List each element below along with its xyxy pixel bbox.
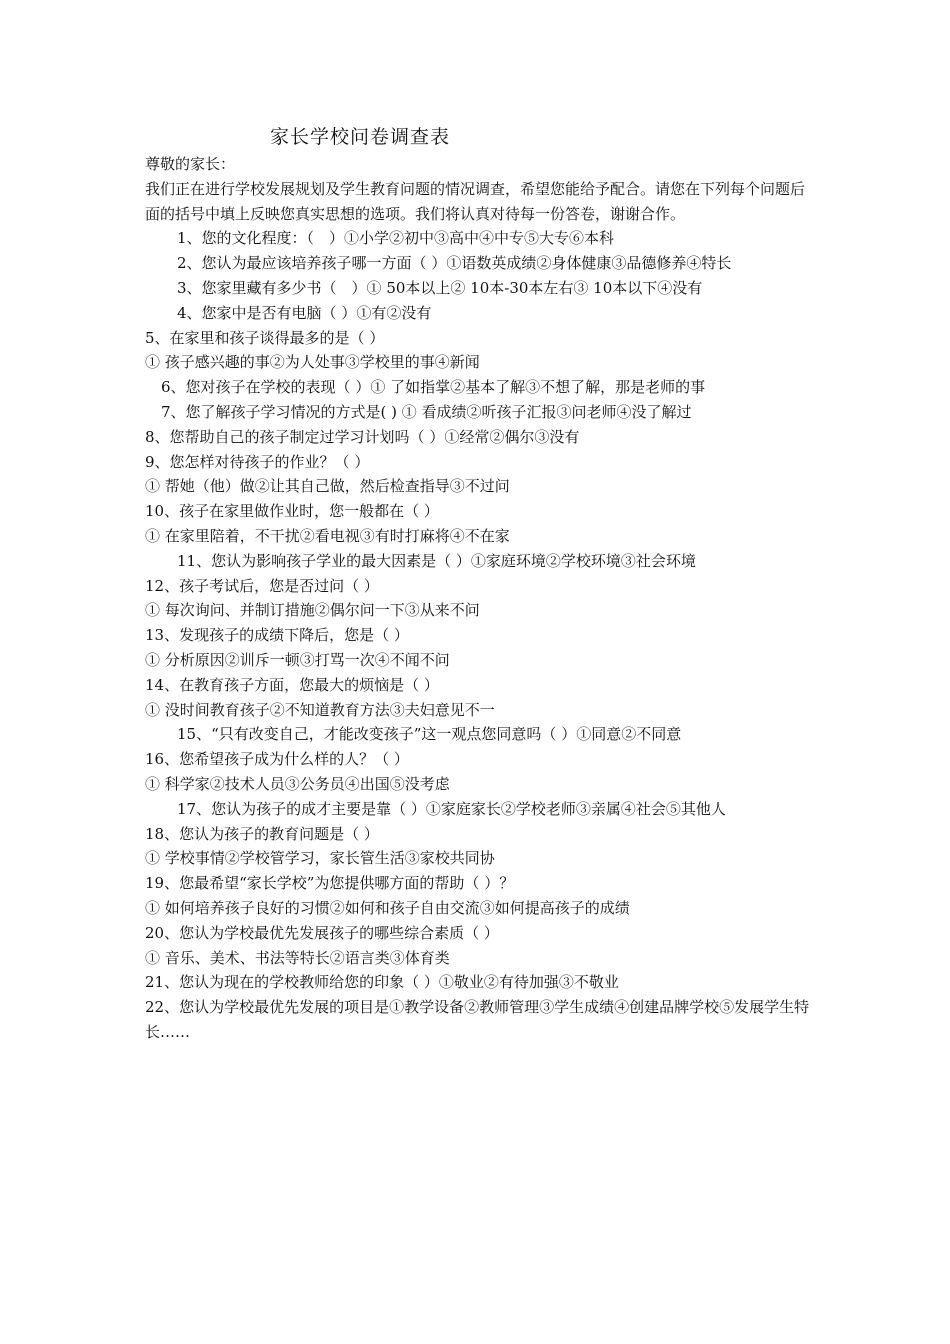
options-19: ① 如何培养孩子良好的习惯②如何和孩子自由交流③如何提高孩子的成绩 — [145, 898, 630, 917]
options-5: ① 孩子感兴趣的事②为人处事③学校里的事④新闻 — [145, 353, 480, 372]
question-2: 2、您认为最应该培养孩子哪一方面（ ）①语数英成绩②身体健康③品德修养④特长 — [177, 254, 732, 273]
question-3: 3、您家里藏有多少书（ ）① 50本以上② 10本-30本左右③ 10本以下④没有 — [177, 278, 703, 297]
options-10: ① 在家里陪着，不干扰②看电视③有时打麻将④不在家 — [145, 526, 510, 545]
question-16: 16、您希望孩子成为什么样的人？（ ） — [145, 750, 409, 769]
question-11: 11、您认为影响孩子学业的最大因素是（ ）①家庭环境②学校环境③社会环境 — [177, 551, 696, 570]
options-13: ① 分析原因②训斥一顿③打骂一次④不闻不问 — [145, 650, 450, 669]
options-16: ① 科学家②技术人员③公务员④出国⑤没考虑 — [145, 774, 450, 793]
question-22: 22、您认为学校最优先发展的项目是①教学设备②教师管理③学生成绩④创建品牌学校⑤发展学生特长…… — [145, 998, 810, 1041]
question-15: 15、“只有改变自己，才能改变孩子”这一观点您同意吗（ ）①同意②不同意 — [177, 725, 682, 744]
options-18: ① 学校事情②学校管学习，家长管生活③家校共同协 — [145, 849, 495, 868]
page-title: 家长学校问卷调查表 — [270, 126, 451, 148]
options-9: ① 帮她（他）做②让其自己做，然后检查指导③不过问 — [145, 477, 510, 496]
question-13: 13、发现孩子的成绩下降后，您是（ ） — [145, 626, 409, 645]
question-17: 17、您认为孩子的成才主要是靠（ ）①家庭家长②学校老师③亲属④社会⑤其他人 — [177, 799, 726, 818]
options-14: ① 没时间教育孩子②不知道教育方法③夫妇意见不一 — [145, 700, 495, 719]
greeting: 尊敬的家长： — [145, 155, 236, 173]
question-7: 7、您了解孩子学习情况的方式是( ) ① 看成绩②听孩子汇报③问老师④没了解过 — [161, 402, 692, 421]
question-4: 4、您家中是否有电脑（ ）①有②没有 — [177, 303, 432, 322]
options-12: ① 每次询问、并制订措施②偶尔问一下③从来不问 — [145, 601, 480, 620]
question-5: 5、在家里和孩子谈得最多的是（ ） — [145, 328, 385, 347]
question-8: 8、您帮助自己的孩子制定过学习计划吗（ ）①经常②偶尔③没有 — [145, 427, 580, 446]
options-20: ① 音乐、美术、书法等特长②语言类③体育类 — [145, 948, 450, 967]
intro-paragraph: 我们正在进行学校发展规划及学生教育问题的情况调查，希望您能给予配合。请您在下列每个问题后面的括号中填上反映您真实思想的选项。我们将认真对待每一份答卷，谢谢合作。 — [145, 179, 806, 223]
survey-body — [145, 124, 817, 1045]
question-19: 19、您最希望“家长学校”为您提供哪方面的帮助（ ）？ — [145, 874, 515, 893]
question-1: 1、您的文化程度：（ ）①小学②初中③高中④中专⑤大专⑥本科 — [177, 229, 615, 248]
question-6: 6、您对孩子在学校的表现（ ）① 了如指掌②基本了解③不想了解，那是老师的事 — [161, 378, 706, 397]
question-18: 18、您认为孩子的教育问题是（ ） — [145, 824, 379, 843]
question-12: 12、孩子考试后，您是否过问（ ） — [145, 576, 379, 595]
question-20: 20、您认为学校最优先发展孩子的哪些综合素质（ ） — [145, 923, 499, 942]
question-14: 14、在教育孩子方面，您最大的烦恼是（ ） — [145, 675, 439, 694]
question-21: 21、您认为现在的学校教师给您的印象（ ）①敬业②有待加强③不敬业 — [145, 973, 619, 992]
question-9: 9、您怎样对待孩子的作业？（ ） — [145, 452, 370, 471]
question-10: 10、孩子在家里做作业时，您一般都在（ ） — [145, 502, 439, 521]
